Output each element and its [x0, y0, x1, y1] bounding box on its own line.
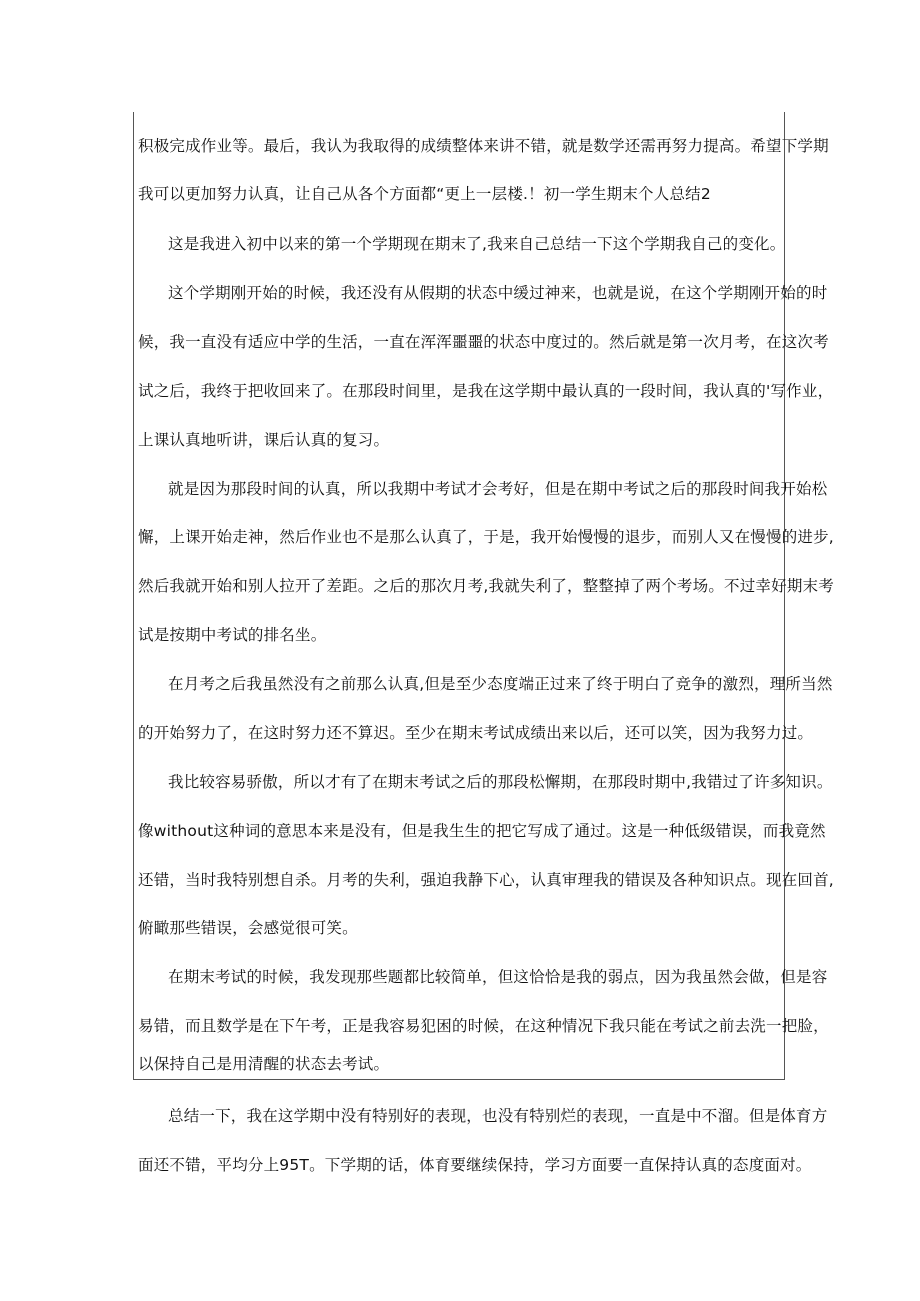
text-line: 我比较容易骄傲，所以才有了在期末考试之后的那段松懈期，在那段时期中,我错过了许多知识。: [168, 773, 833, 791]
text-line: 像without这种词的意思本来是没有，但是我生生的把它写成了通过。这是一种低级错误，而我竟然: [138, 822, 826, 840]
text-line: 然后我就开始和别人拉开了差距。之后的那次月考,我就失利了，整整掉了两个考场。不过幸好期末考: [138, 577, 834, 595]
text-line: 的开始努力了，在这时努力还不算迟。至少在期末考试成绩出来以后，还可以笑，因为我努力过。: [138, 724, 814, 742]
text-line: 这个学期刚开始的时候，我还没有从假期的状态中缓过神来，也就是说，在这个学期刚开始的时: [168, 284, 828, 302]
text-line: 我可以更加努力认真，让自己从各个方面都“更上一层楼.！初一学生期末个人总结2: [138, 185, 711, 203]
text-line: 就是因为那段时间的认真，所以我期中考试才会考好，但是在期中考试之后的那段时间我开始松: [168, 480, 828, 498]
text-line: 在月考之后我虽然没有之前那么认真,但是至少态度端正过来了终于明白了竞争的激烈，理所当然: [168, 675, 833, 693]
text-line: 积极完成作业等。最后，我认为我取得的成绩整体来讲不错，就是数学还需再努力提高。希望下学期: [138, 137, 829, 155]
text-line: 还错，当时我特别想自杀。月考的失利，强迫我静下心，认真审理我的错误及各种知识点。现在回首,: [138, 871, 834, 889]
text-line: 上课认真地听讲，课后认真的复习。: [138, 431, 390, 449]
text-line: 这是我进入初中以来的第一个学期现在期末了,我来自己总结一下这个学期我自己的变化。: [168, 235, 786, 253]
text-line: 试是按期中考试的排名坐。: [138, 626, 327, 644]
text-line: 在期末考试的时候，我发现那些题都比较简单，但这恰恰是我的弱点，因为我虽然会做，但是容: [168, 968, 828, 986]
text-line: 试之后，我终于把收回来了。在那段时间里，是我在这学期中最认真的一段时间，我认真的'写作业，: [138, 382, 834, 400]
text-line: 候，我一直没有适应中学的生活，一直在浑浑噩噩的状态中度过的。然后就是第一次月考，在这次考: [138, 333, 829, 351]
text-line: 懈，上课开始走神，然后作业也不是那么认真了，于是，我开始慢慢的退步，而别人又在慢慢的进步,: [138, 528, 834, 546]
text-line: 总结一下，我在这学期中没有特别好的表现，也没有特别烂的表现，一直是中不溜。但是体育方: [168, 1107, 828, 1125]
text-line: 以保持自己是用清醒的状态去考试。: [138, 1055, 390, 1073]
text-line: 易错，而且数学是在下午考，正是我容易犯困的时候，在这种情况下我只能在考试之前去洗一把脸，: [138, 1017, 829, 1035]
text-line: 面还不错，平均分上95T。下学期的话，体育要继续保持，学习方面要一直保持认真的态度面对。: [138, 1156, 812, 1174]
text-line: 俯瞰那些错误，会感觉很可笑。: [138, 919, 358, 937]
